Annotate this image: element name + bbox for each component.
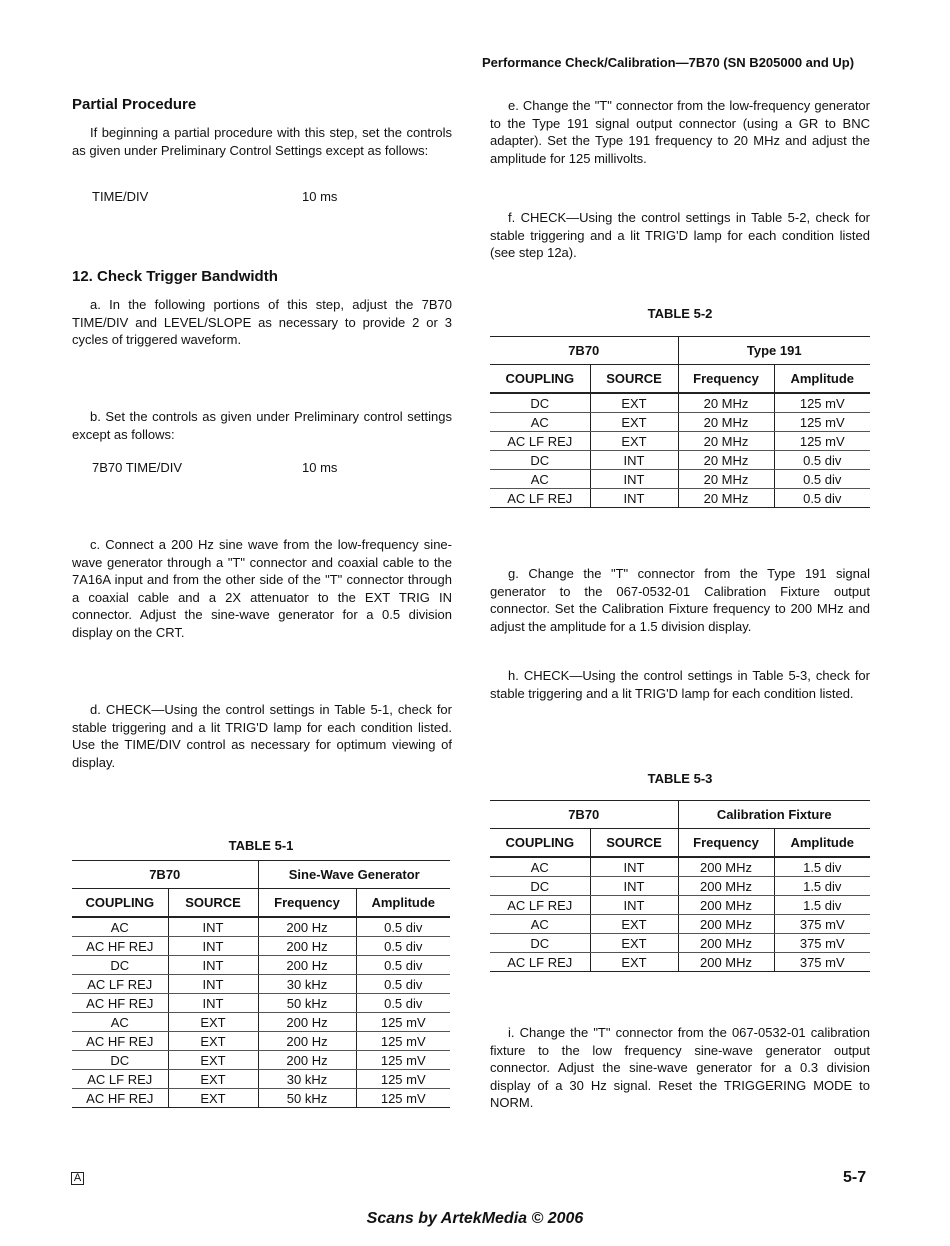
cell-frequency: 20 MHz <box>678 432 774 451</box>
cell-amplitude: 0.5 div <box>774 451 870 470</box>
cell-frequency: 200 MHz <box>678 877 774 896</box>
table-5-3-col-amplitude: Amplitude <box>774 829 870 858</box>
cell-source: INT <box>590 470 678 489</box>
cell-frequency: 50 kHz <box>258 1089 356 1108</box>
cell-coupling: AC <box>490 915 590 934</box>
cell-source: INT <box>590 857 678 877</box>
cell-frequency: 200 Hz <box>258 937 356 956</box>
cell-amplitude: 375 mV <box>774 953 870 972</box>
cell-amplitude: 0.5 div <box>774 489 870 508</box>
cell-source: EXT <box>168 1070 258 1089</box>
step-b-text: b. Set the controls as given under Preliminary control settings except as follows: <box>72 409 452 442</box>
cell-amplitude: 0.5 div <box>356 917 450 937</box>
table-5-1-col-coupling: COUPLING <box>72 889 168 918</box>
cell-coupling: AC LF REJ <box>490 432 590 451</box>
step-c-text: c. Connect a 200 Hz sine wave from the low-frequency sine-wave generator through a "T" connector and coaxial cable to the 7A16A input and from the other side of the "T" connector through a coaxial cable and a 2X attenuator to the EXT TRIG IN connector. Adjust the sine-wave generator for a 0.5 division display on the CRT. <box>72 537 452 640</box>
cell-frequency: 20 MHz <box>678 413 774 432</box>
step-f-text: f. CHECK—Using the control settings in Table 5-2, check for stable triggering and a lit TRIG'D lamp for each condition listed (see step 12a). <box>490 210 870 260</box>
cell-coupling: AC LF REJ <box>490 953 590 972</box>
cell-coupling: AC <box>72 917 168 937</box>
cell-amplitude: 0.5 div <box>356 994 450 1013</box>
partial-procedure-heading: Partial Procedure <box>72 96 197 113</box>
step-i-text: i. Change the "T" connector from the 067-0532-01 calibration fixture to the low frequency sine-wave generator output connector. Adjust the sine-wave generator for a 0.3 division display of a 30 Hz signal. Reset the TRIGGERING MODE to NORM. <box>490 1025 870 1110</box>
running-header: Performance Check/Calibration—7B70 (SN B205000 and Up) <box>482 55 855 70</box>
table-5-1-col-frequency: Frequency <box>258 889 356 918</box>
cell-amplitude: 375 mV <box>774 915 870 934</box>
cell-amplitude: 125 mV <box>774 393 870 413</box>
cell-amplitude: 0.5 div <box>356 956 450 975</box>
table-row <box>490 470 870 489</box>
cell-source: EXT <box>168 1051 258 1070</box>
cell-coupling: DC <box>490 877 590 896</box>
table-row <box>490 432 870 451</box>
table-5-2-col-source: SOURCE <box>590 365 678 394</box>
cell-frequency: 200 MHz <box>678 953 774 972</box>
table-5-2-col-frequency: Frequency <box>678 365 774 394</box>
page-number: 5-7 <box>843 1169 867 1186</box>
cell-source: EXT <box>590 413 678 432</box>
cell-amplitude: 125 mV <box>774 413 870 432</box>
step-g-text: g. Change the "T" connector from the Type 191 signal generator to the 067-0532-01 Calibration Fixture output connector. Set the Calibration Fixture frequency to 200 MHz and adjust the amplitude for a 1.5 division display. <box>490 566 870 634</box>
cell-coupling: AC HF REJ <box>72 1089 168 1108</box>
cell-amplitude: 0.5 div <box>356 975 450 994</box>
partial-setting-name: TIME/DIV <box>92 189 149 204</box>
cell-coupling: DC <box>490 451 590 470</box>
cell-source: EXT <box>590 934 678 953</box>
partial-procedure-text: If beginning a partial procedure with this step, set the controls as given under Preliminary Control Settings except as follows: <box>72 125 452 158</box>
table-5-3-col-coupling: COUPLING <box>490 829 590 858</box>
table-row <box>490 451 870 470</box>
cell-amplitude: 125 mV <box>356 1013 450 1032</box>
cell-frequency: 20 MHz <box>678 470 774 489</box>
step-12-heading: 12. Check Trigger Bandwidth <box>72 268 278 285</box>
table-5-1-group-right: Sine-Wave Generator <box>258 861 450 889</box>
step-a-text: a. In the following portions of this step, adjust the 7B70 TIME/DIV and LEVEL/SLOPE as necessary to provide 2 or 3 cycles of triggered waveform. <box>72 297 452 347</box>
cell-coupling: AC <box>72 1013 168 1032</box>
cell-coupling: AC LF REJ <box>490 896 590 915</box>
table-5-3-group-right: Calibration Fixture <box>678 801 870 829</box>
cell-frequency: 30 kHz <box>258 975 356 994</box>
table-row <box>490 934 870 953</box>
table-row <box>490 393 870 413</box>
cell-amplitude: 1.5 div <box>774 896 870 915</box>
cell-frequency: 200 MHz <box>678 857 774 877</box>
cell-coupling: AC LF REJ <box>72 975 168 994</box>
table-row <box>72 1051 450 1070</box>
table-5-3-group-left: 7B70 <box>490 801 678 829</box>
table-5-2-caption: TABLE 5-2 <box>647 306 713 321</box>
table-row <box>490 489 870 508</box>
cell-coupling: AC <box>490 470 590 489</box>
scan-credit: Scans by ArtekMedia © 2006 <box>366 1210 584 1227</box>
cell-frequency: 200 Hz <box>258 956 356 975</box>
table-5-1-col-source: SOURCE <box>168 889 258 918</box>
cell-coupling: DC <box>72 1051 168 1070</box>
step-e-text: e. Change the "T" connector from the low-frequency generator to the Type 191 signal output connector (using a GR to BNC adapter). Set the Type 191 frequency to 20 MHz and adjust the amplitude for 125 millivolts. <box>490 98 870 166</box>
table-5-1-caption: TABLE 5-1 <box>228 838 294 853</box>
cell-amplitude: 0.5 div <box>356 937 450 956</box>
cell-frequency: 200 MHz <box>678 915 774 934</box>
cell-frequency: 20 MHz <box>678 451 774 470</box>
cell-source: INT <box>168 975 258 994</box>
table-row <box>490 915 870 934</box>
cell-frequency: 200 MHz <box>678 934 774 953</box>
cell-source: INT <box>590 896 678 915</box>
table-row <box>490 896 870 915</box>
cell-coupling: DC <box>490 393 590 413</box>
cell-coupling: AC LF REJ <box>72 1070 168 1089</box>
cell-source: INT <box>590 489 678 508</box>
table-5-3-caption: TABLE 5-3 <box>647 771 713 786</box>
table-5-2 <box>490 336 870 508</box>
cell-frequency: 30 kHz <box>258 1070 356 1089</box>
cell-amplitude: 125 mV <box>356 1070 450 1089</box>
table-5-1-col-amplitude: Amplitude <box>356 889 450 918</box>
cell-source: EXT <box>168 1032 258 1051</box>
cell-frequency: 200 Hz <box>258 1032 356 1051</box>
table-row <box>72 1032 450 1051</box>
table-5-2-group-left: 7B70 <box>490 337 678 365</box>
cell-source: INT <box>590 877 678 896</box>
table-5-3 <box>490 800 870 972</box>
cell-coupling: AC HF REJ <box>72 937 168 956</box>
cell-coupling: DC <box>490 934 590 953</box>
cell-source: EXT <box>168 1089 258 1108</box>
cell-source: EXT <box>590 915 678 934</box>
table-5-1 <box>72 860 450 1108</box>
cell-source: INT <box>168 937 258 956</box>
cell-coupling: AC <box>490 413 590 432</box>
cell-coupling: AC <box>490 857 590 877</box>
cell-source: EXT <box>590 393 678 413</box>
tektronix-mark-logo: A <box>71 1172 84 1185</box>
cell-amplitude: 125 mV <box>356 1032 450 1051</box>
table-5-2-col-coupling: COUPLING <box>490 365 590 394</box>
table-row <box>72 956 450 975</box>
cell-coupling: AC HF REJ <box>72 1032 168 1051</box>
cell-amplitude: 125 mV <box>774 432 870 451</box>
cell-source: INT <box>590 451 678 470</box>
table-5-1-group-left: 7B70 <box>72 861 258 889</box>
table-row <box>490 877 870 896</box>
cell-coupling: DC <box>72 956 168 975</box>
table-5-3-col-source: SOURCE <box>590 829 678 858</box>
table-row <box>72 975 450 994</box>
cell-source: INT <box>168 956 258 975</box>
table-row <box>490 857 870 877</box>
table-row <box>490 953 870 972</box>
cell-amplitude: 125 mV <box>356 1089 450 1108</box>
table-row <box>490 413 870 432</box>
table-row <box>72 1013 450 1032</box>
cell-source: EXT <box>590 432 678 451</box>
partial-setting-value: 10 ms <box>302 189 338 204</box>
cell-frequency: 200 MHz <box>678 896 774 915</box>
cell-coupling: AC HF REJ <box>72 994 168 1013</box>
table-row <box>72 937 450 956</box>
cell-frequency: 20 MHz <box>678 489 774 508</box>
cell-frequency: 200 Hz <box>258 1013 356 1032</box>
table-row <box>72 917 450 937</box>
cell-source: EXT <box>590 953 678 972</box>
step-d-text: d. CHECK—Using the control settings in Table 5-1, check for stable triggering and a lit TRIG'D lamp for each condition listed. Use the TIME/DIV control as necessary for optimum viewing of display. <box>72 702 452 770</box>
cell-amplitude: 1.5 div <box>774 857 870 877</box>
cell-coupling: AC LF REJ <box>490 489 590 508</box>
step-b-setting-value: 10 ms <box>302 460 338 475</box>
cell-amplitude: 1.5 div <box>774 877 870 896</box>
cell-frequency: 200 Hz <box>258 1051 356 1070</box>
cell-frequency: 20 MHz <box>678 393 774 413</box>
cell-frequency: 200 Hz <box>258 917 356 937</box>
table-5-2-group-right: Type 191 <box>678 337 870 365</box>
table-row <box>72 1089 450 1108</box>
cell-amplitude: 375 mV <box>774 934 870 953</box>
cell-frequency: 50 kHz <box>258 994 356 1013</box>
step-b-setting-name: 7B70 TIME/DIV <box>92 460 183 475</box>
cell-source: INT <box>168 917 258 937</box>
cell-source: INT <box>168 994 258 1013</box>
step-h-text: h. CHECK—Using the control settings in Table 5-3, check for stable triggering and a lit TRIG'D lamp for each condition listed. <box>490 668 870 701</box>
table-row <box>72 994 450 1013</box>
cell-amplitude: 0.5 div <box>774 470 870 489</box>
cell-amplitude: 125 mV <box>356 1051 450 1070</box>
table-5-2-col-amplitude: Amplitude <box>774 365 870 394</box>
cell-source: EXT <box>168 1013 258 1032</box>
table-5-3-col-frequency: Frequency <box>678 829 774 858</box>
table-row <box>72 1070 450 1089</box>
